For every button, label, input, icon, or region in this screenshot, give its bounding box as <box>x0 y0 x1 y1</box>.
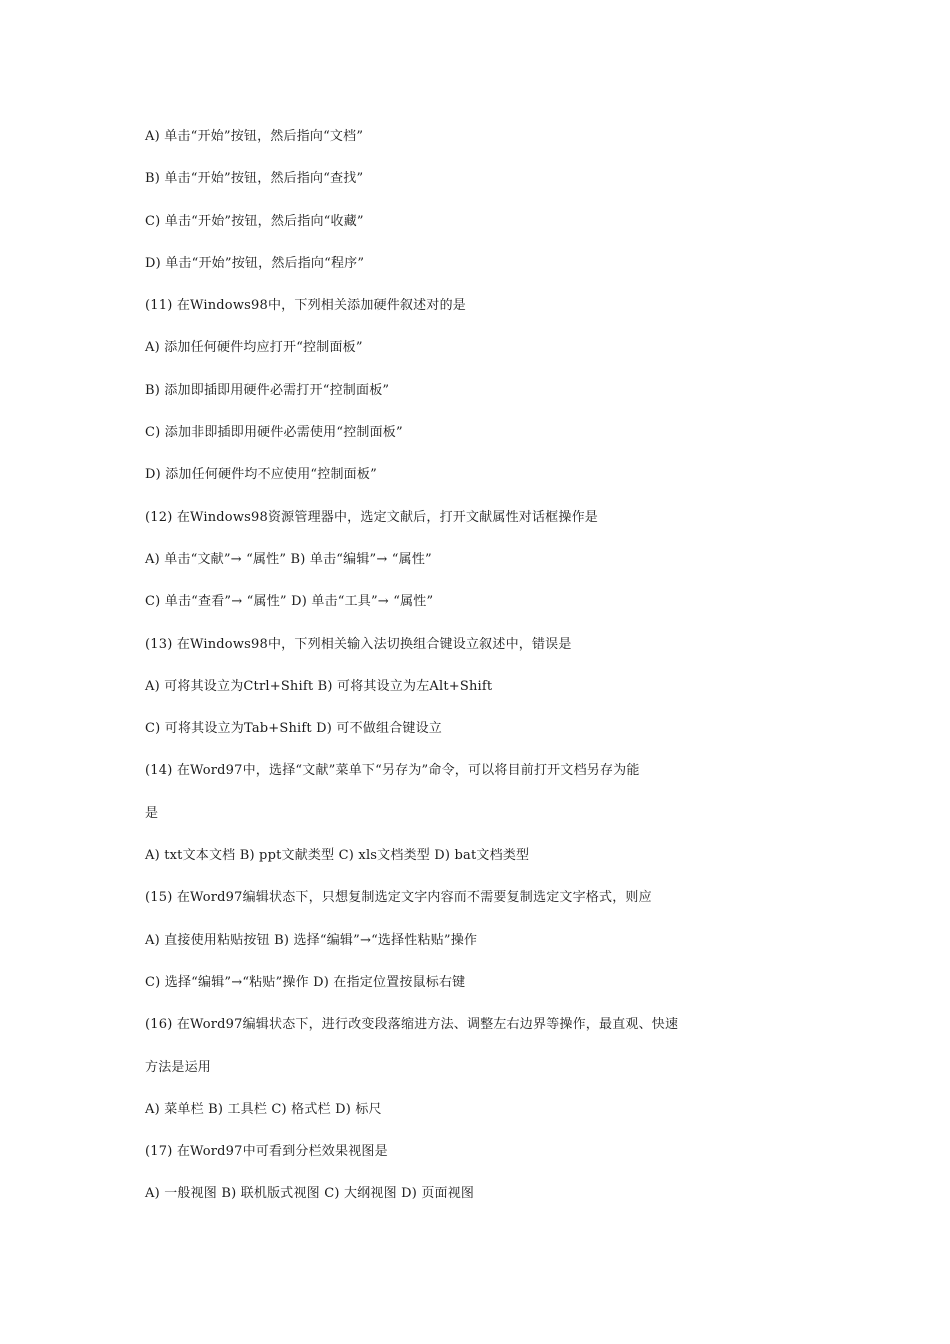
question-line: (12) 在Windows98资源管理器中，选定文献后，打开文献属性对话框操作是 <box>145 509 598 525</box>
question-line: (15) 在Word97编辑状态下，只想复制选定文字内容而不需要复制选定文字格式，则应 <box>145 890 652 906</box>
text-line: 方法是运用 <box>145 1059 212 1075</box>
text-line: A) 一般视图 B) 联机版式视图 C) 大纲视图 D) 页面视图 <box>145 1186 475 1202</box>
text-line: C) 可将其设立为Tab+Shift D) 可不做组合键设立 <box>145 721 443 737</box>
text-line: A) 单击“开始”按钮，然后指向“文档” <box>145 129 364 144</box>
text-line: A) 菜单栏 B) 工具栏 C) 格式栏 D) 标尺 <box>145 1101 382 1117</box>
text-line: A) 添加任何硬件均应打开“控制面板” <box>145 340 363 356</box>
text-line: B) 添加即插即用硬件必需打开“控制面板” <box>145 382 390 398</box>
text-line: C) 添加非即插即用硬件必需使用“控制面板” <box>145 425 403 441</box>
question-line: (17) 在Word97中可看到分栏效果视图是 <box>145 1144 388 1160</box>
question-line: (11) 在Windows98中，下列相关添加硬件叙述对的是 <box>145 298 466 314</box>
text-body <box>145 124 765 1224</box>
text-line: D) 单击“开始”按钮，然后指向“程序” <box>145 255 365 271</box>
text-line: C) 选择“编辑”→“粘贴”操作 D) 在指定位置按鼠标右键 <box>145 974 466 990</box>
text-line: A) txt文本文档 B) ppt文献类型 C) xls文档类型 D) bat文档类型 <box>145 848 530 864</box>
question-line: (14) 在Word97中，选择“文献”菜单下“另存为”命令，可以将目前打开文档另存为能 <box>145 763 640 779</box>
text-line: A) 单击“文献”→ “属性” B) 单击“编辑”→ “属性” <box>145 551 432 567</box>
text-line: 是 <box>145 805 159 821</box>
text-line: C) 单击“查看”→ “属性” D) 单击“工具”→ “属性” <box>145 594 434 610</box>
text-line: A) 可将其设立为Ctrl+Shift B) 可将其设立为左Alt+Shift <box>145 678 493 694</box>
text-line: A) 直接使用粘贴按钮 B) 选择“编辑”→“选择性粘贴”操作 <box>145 932 478 948</box>
question-line: (13) 在Windows98中，下列相关输入法切换组合键设立叙述中，错误是 <box>145 636 572 652</box>
text-line: B) 单击“开始”按钮，然后指向“查找” <box>145 171 364 187</box>
question-line: (16) 在Word97编辑状态下，进行改变段落缩进方法、调整左右边界等操作，最直观、快速 <box>145 1017 679 1033</box>
text-line: C) 单击“开始”按钮，然后指向“收藏” <box>145 213 364 229</box>
text-line: D) 添加任何硬件均不应使用“控制面板” <box>145 467 377 483</box>
